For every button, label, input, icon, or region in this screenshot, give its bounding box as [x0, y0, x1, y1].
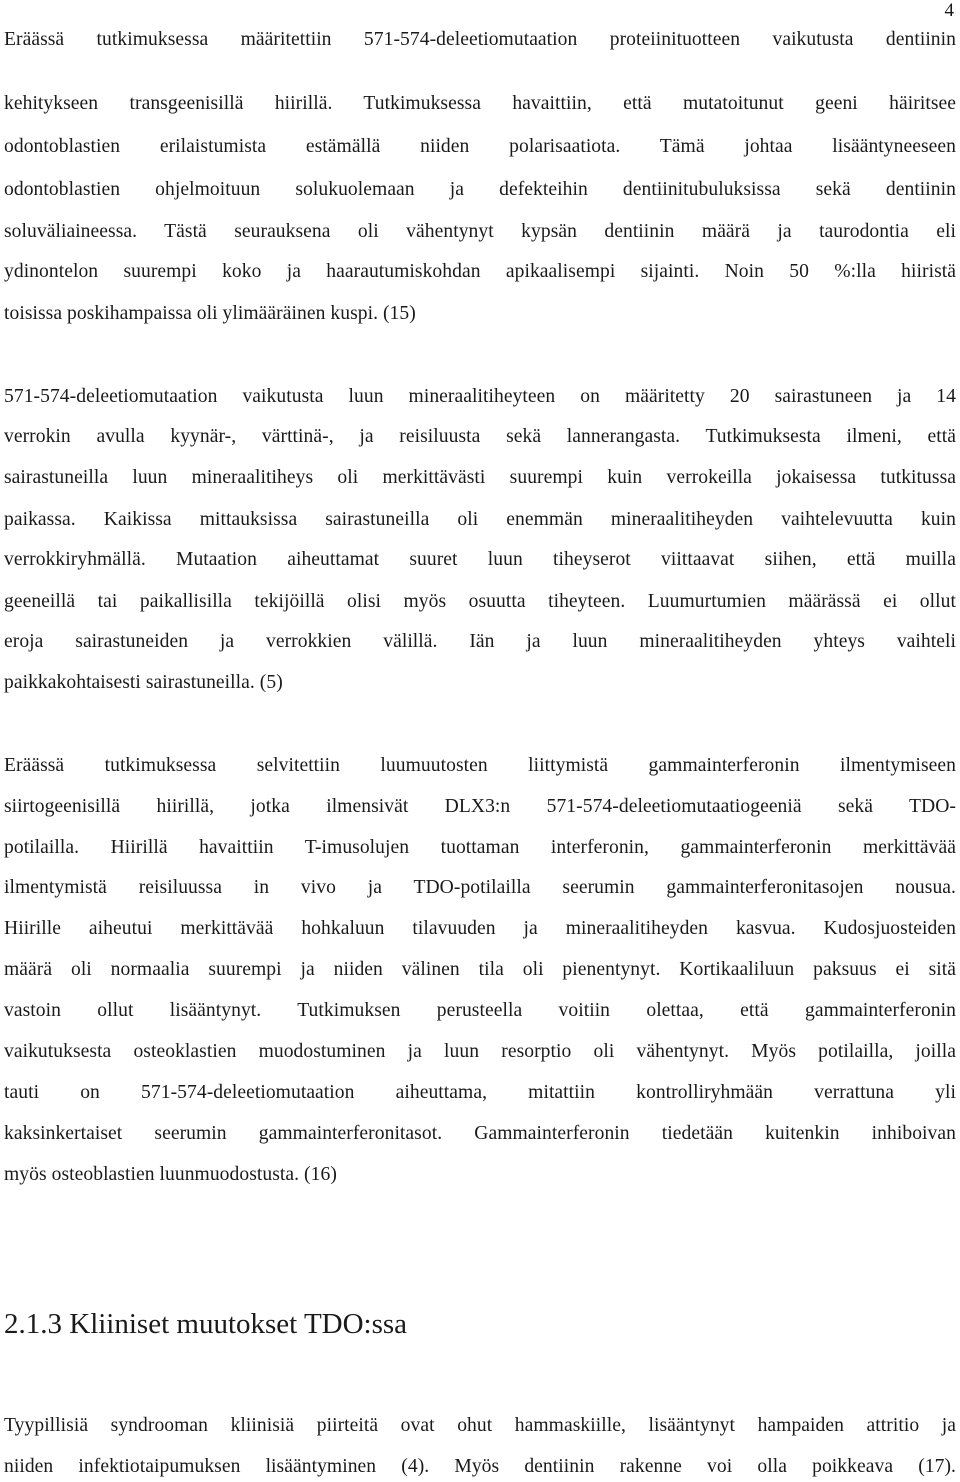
text-line: niiden infektiotaipumuksen lisääntyminen (4). Myös dentiinin rakenne voi olla poikkeava (17).	[4, 1456, 956, 1477]
text-line: odontoblastien erilaistumista estämällä niiden polarisaatiota. Tämä johtaa lisääntyneeseen	[4, 136, 956, 157]
text-line: paikkakohtaisesti sairastuneilla. (5)	[4, 672, 283, 693]
text-line: paikassa. Kaikissa mittauksissa sairastuneilla oli enemmän mineraalitiheyden vaihtelevuutta kuin	[4, 509, 956, 530]
text-line: tauti on 571-574-deleetiomutaation aiheuttama, mitattiin kontrolliryhmään verrattuna yli	[4, 1082, 956, 1103]
text-line: myös osteoblastien luunmuodostusta. (16)	[4, 1164, 337, 1185]
text-line: verrokin avulla kyynär-, värttinä-, ja reisiluusta sekä lannerangasta. Tutkimuksesta ilmeni, että	[4, 426, 956, 447]
text-line: Hiirille aiheutui merkittävää hohkaluun tilavuuden ja mineraalitiheyden kasvua. Kudosjuosteiden	[4, 918, 956, 939]
section-heading: 2.1.3 Kliiniset muutokset TDO:ssa	[4, 1308, 408, 1340]
text-line: potilailla. Hiirillä havaittiin T-imusolujen tuottaman interferonin, gammainterferonin merkittävää	[4, 837, 956, 858]
text-line: Eräässä tutkimuksessa selvitettiin luumuutosten liittymistä gammainterferonin ilmentymiseen	[4, 755, 956, 776]
text-line: eroja sairastuneiden ja verrokkien välillä. Iän ja luun mineraalitiheyden yhteys vaihteli	[4, 631, 956, 652]
text-line: verrokkiryhmällä. Mutaation aiheuttamat suuret luun tiheyserot viittaavat siihen, että muilla	[4, 549, 956, 570]
text-line: Eräässä tutkimuksessa määritettiin 571-574-deleetiomutaation proteiinituotteen vaikutusta dentiinin	[4, 29, 956, 50]
text-line: sairastuneilla luun mineraalitiheys oli merkittävästi suurempi kuin verrokeilla jokaisessa tutkitussa	[4, 467, 956, 488]
text-line: odontoblastien ohjelmoituun solukuolemaan ja defekteihin dentiinitubuluksissa sekä dentiinin	[4, 179, 956, 200]
text-line: kehitykseen transgeenisillä hiirillä. Tutkimuksessa havaittiin, että mutatoitunut geeni häiritsee	[4, 93, 956, 114]
text-line: soluväliaineessa. Tästä seurauksena oli vähentynyt kypsän dentiinin määrä ja taurodontia eli	[4, 221, 956, 242]
text-line: siirtogeenisillä hiirillä, jotka ilmensivät DLX3:n 571-574-deleetiomutaatiogeeniä sekä TDO-	[4, 796, 956, 817]
text-line: vaikutuksesta osteoklastien muodostuminen ja luun resorptio oli vähentynyt. Myös potilailla, joilla	[4, 1041, 956, 1062]
text-line: ilmentymistä reisiluussa in vivo ja TDO-potilailla seerumin gammainterferonitasojen nousua.	[4, 877, 956, 898]
text-line: 571-574-deleetiomutaation vaikutusta luun mineraalitiheyteen on määritetty 20 sairastuneen ja 14	[4, 386, 956, 407]
text-line: ydinontelon suurempi koko ja haarautumiskohdan apikaalisempi sijainti. Noin 50 %:lla hiiristä	[4, 261, 956, 282]
text-line: Tyypillisiä syndrooman kliinisiä piirteitä ovat ohut hammaskiille, lisääntynyt hampaiden attritio ja	[4, 1415, 956, 1436]
text-line: toisissa poskihampaissa oli ylimääräinen kuspi. (15)	[4, 303, 416, 324]
page-number: 4	[944, 0, 954, 21]
text-line: kaksinkertaiset seerumin gammainterferonitasot. Gammainterferonin tiedetään kuitenkin inhiboivan	[4, 1123, 956, 1144]
text-line: vastoin ollut lisääntynyt. Tutkimuksen perusteella voitiin olettaa, että gammainterferonin	[4, 1000, 956, 1021]
text-line: määrä oli normaalia suurempi ja niiden välinen tila oli pienentynyt. Kortikaaliluun paksuus ei sitä	[4, 959, 956, 980]
text-line: geeneillä tai paikallisilla tekijöillä olisi myös osuutta tiheyteen. Luumurtumien määrässä ei ollut	[4, 591, 956, 612]
